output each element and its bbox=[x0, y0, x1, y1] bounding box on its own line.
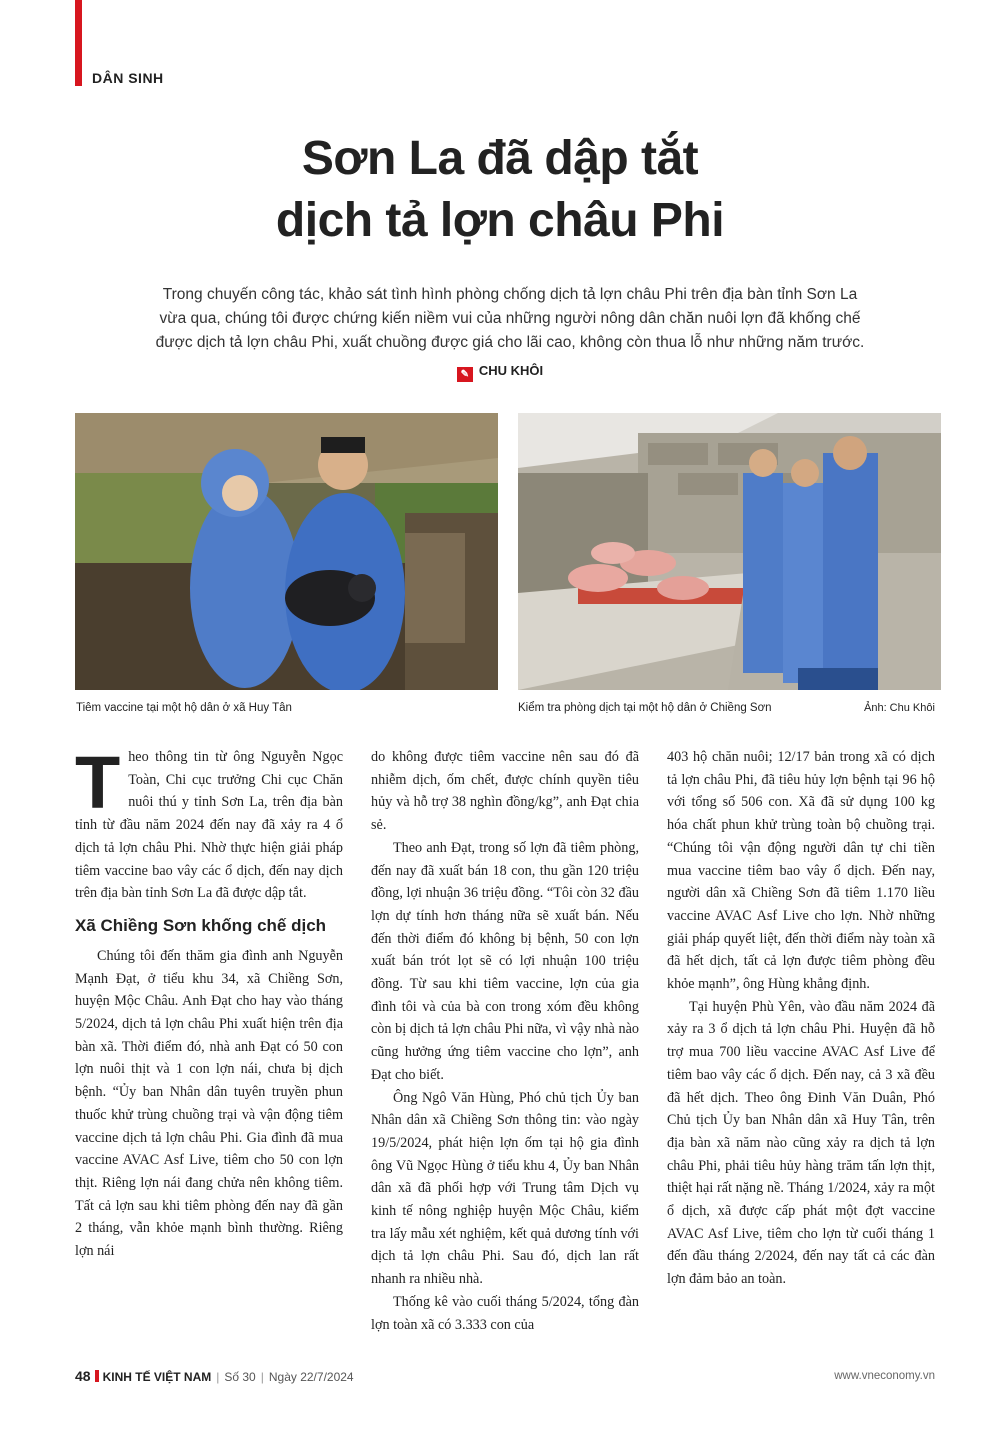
photo-inspection bbox=[518, 413, 941, 690]
paragraph bbox=[75, 741, 343, 905]
paragraph-text: heo thông tin từ ông Nguyễn Ngọc Toàn, Chi cục trưởng Chi cục Chăn nuôi thú y tỉnh Sơn La, trên địa bàn tỉnh từ đầu năm 2024 đến nay đã xảy ra 4 ổ dịch tả lợn châu Phi. Nhờ thực hiện giải pháp tiêm vaccine bao vây các ổ dịch, đến nay dịch trên địa bàn tỉnh Sơn La đã được dập tắt. bbox=[75, 749, 343, 902]
section-label: DÂN SINH bbox=[92, 70, 164, 86]
website-link[interactable]: www.vneconomy.vn bbox=[834, 1370, 935, 1382]
pen-icon: ✎ bbox=[457, 367, 473, 382]
title-line-2: dịch tả lợn châu Phi bbox=[275, 194, 725, 247]
byline bbox=[0, 363, 1000, 382]
paragraph: Ông Ngô Văn Hùng, Phó chủ tịch Ủy ban Nhân dân xã Chiềng Sơn thông tin: vào ngày 19/5/2024, phát hiện lợn ốm tại hộ gia đình ông Vũ Ngọc Hùng ở tiểu khu 4, Ủy ban Nhân dân xã đã phối hợp với Trung tâm Dịch vụ kinh tế nông nghiệp huyện Mộc Châu, kiểm tra lấy mẫu xét nghiệm, kết quả dương tính với dịch tả lợn châu Phi. Sau đó, dịch lan rất nhanh ra nhiều nhà. bbox=[371, 1089, 639, 1288]
magazine-name: KINH TẾ VIỆT NAM bbox=[102, 1370, 212, 1384]
dropcap: T bbox=[75, 741, 121, 824]
paragraph: Thống kê vào cuối tháng 5/2024, tổng đàn lợn toàn xã có 3.333 con của bbox=[371, 1293, 639, 1333]
photo-caption-2: Kiểm tra phòng dịch tại một hộ dân ở Chiềng Sơn bbox=[518, 702, 772, 714]
photo-credit: Ảnh: Chu Khôi bbox=[864, 702, 935, 714]
issue-date: Ngày 22/7/2024 bbox=[268, 1370, 354, 1384]
paragraph: 403 hộ chăn nuôi; 12/17 bản trong xã có dịch tả lợn châu Phi, đã tiêu hủy lợn bệnh tại 96 hộ với tổng số 506 con. Xã đã sử dụng 100 kg hóa chất phun khử trùng toàn bộ chuồng trại. “Chúng tôi vận động người dân tự chi tiền mua vaccine tiêm bao vây ổ dịch. Đến nay, người dân xã Chiềng Sơn đã tiêm 1.170 liều vaccine AVAC Asf Live cho lợn. Nhờ những giải pháp quyết liệt, đến thời điểm này toàn xã đã hết dịch, tất cả lợn được tiêm phòng đều khỏe mạnh”, ông Hùng khẳng định. bbox=[667, 749, 935, 993]
page-footer bbox=[75, 1368, 935, 1384]
footer-accent-mark bbox=[95, 1370, 99, 1382]
article-column-3 bbox=[667, 746, 935, 1291]
title-line-1: Sơn La đã dập tắt bbox=[301, 132, 699, 185]
footer-separator: | bbox=[216, 1370, 220, 1384]
photo-vaccination bbox=[75, 413, 498, 690]
paragraph: Theo anh Đạt, trong số lợn đã tiêm phòng, đến nay đã xuất bán 18 con, thu gần 120 triệu đồng, lợi nhuận 36 triệu đồng. “Tôi còn 32 đầu lợn dự tính hơn tháng nữa sẽ xuất bán. Nếu đến thời điểm đó không bị bệnh, 50 con lợn xuất bán trót lọt sẽ có lợi nhuận 100 triệu đồng. Từ sau khi tiêm vaccine, lợn của gia đình tôi và của bà con trong xóm đều không còn bị dịch tả lợn châu Phi nữa, vì vậy nhà nào cũng hưởng ứng tiêm vaccine cho lợn”, anh Đạt cho biết. bbox=[371, 839, 639, 1083]
paragraph: do không được tiêm vaccine nên sau đó đã nhiễm dịch, ốm chết, được chính quyền tiêu hủy và hỗ trợ 38 nghìn đồng/kg”, anh Đạt chia sẻ. bbox=[371, 749, 639, 834]
issue-number: Số 30 bbox=[224, 1370, 256, 1384]
lead-line-3: được dịch tả lợn châu Phi, xuất chuồng được giá cho lãi cao, không còn thua lỗ như những năm trước. bbox=[155, 334, 865, 351]
lead-line-1: Trong chuyến công tác, khảo sát tình hình phòng chống dịch tả lợn châu Phi trên địa bàn tỉnh Sơn La bbox=[162, 286, 858, 303]
article-lead bbox=[100, 283, 920, 355]
page-number: 48 bbox=[75, 1368, 91, 1384]
paragraph: Chúng tôi đến thăm gia đình anh Nguyễn Mạnh Đạt, ở tiểu khu 34, xã Chiềng Sơn, huyện Mộc Châu. Anh Đạt cho hay vào tháng 5/2024, dịch tả lợn châu Phi xuất hiện trên địa bàn xã. Thời điểm đó, nhà anh Đạt có 50 con lợn nuôi thịt và 1 con lợn nái, chưa bị dịch bệnh. “Ủy ban Nhân dân tuyên truyền phun thuốc khử trùng chuồng trại và vận động tiêm vaccine dịch tả lợn châu Phi. Gia đình đã mua vaccine AVAC Asf Live, tiêm cho 50 con lợn thịt. Riêng lợn nái đang chửa nên không tiêm. Tất cả lợn sau khi tiêm phòng đến nay đã gần 2 tháng, vẫn khỏe mạnh bình thường. Riêng lợn nái bbox=[75, 947, 343, 1260]
paragraph: Tại huyện Phù Yên, vào đầu năm 2024 đã xảy ra 3 ổ dịch tả lợn châu Phi. Huyện đã hỗ trợ mua 700 liều vaccine AVAC Asf Live để tiêm bao vây các ổ dịch. Đến nay, cả 3 xã đều đã hết dịch. Theo ông Đinh Văn Duân, Phó Chủ tịch Ủy ban Nhân dân xã Huy Tân, trên địa bàn xã năm nào cũng xảy ra dịch tả lợn châu Phi, phải tiêu hủy hàng trăm tấn lợn thịt, thiệt hại rất nặng nề. Tháng 1/2024, xảy ra một ổ dịch, xã được cấp phát một đợt vaccine AVAC Asf Live, tiêm cho lợn từ cuối tháng 1 đến đầu tháng 2/2024, đến nay tất cả các đàn lợn đảm bảo an toàn. bbox=[667, 998, 935, 1288]
subheading: Xã Chiềng Sơn khống chế dịch bbox=[75, 915, 327, 935]
article-column-1 bbox=[75, 741, 343, 1263]
article-title bbox=[0, 128, 1000, 252]
footer-separator: | bbox=[260, 1370, 264, 1384]
section-accent-bar bbox=[75, 0, 82, 86]
lead-line-2: vừa qua, chúng tôi được chứng kiến niềm vui của những người nông dân chăn nuôi lợn đã khống chế bbox=[159, 310, 861, 327]
photo-caption-1: Tiêm vaccine tại một hộ dân ở xã Huy Tân bbox=[76, 702, 292, 714]
article-column-2 bbox=[371, 746, 639, 1336]
author-name: CHU KHÔI bbox=[478, 363, 544, 378]
